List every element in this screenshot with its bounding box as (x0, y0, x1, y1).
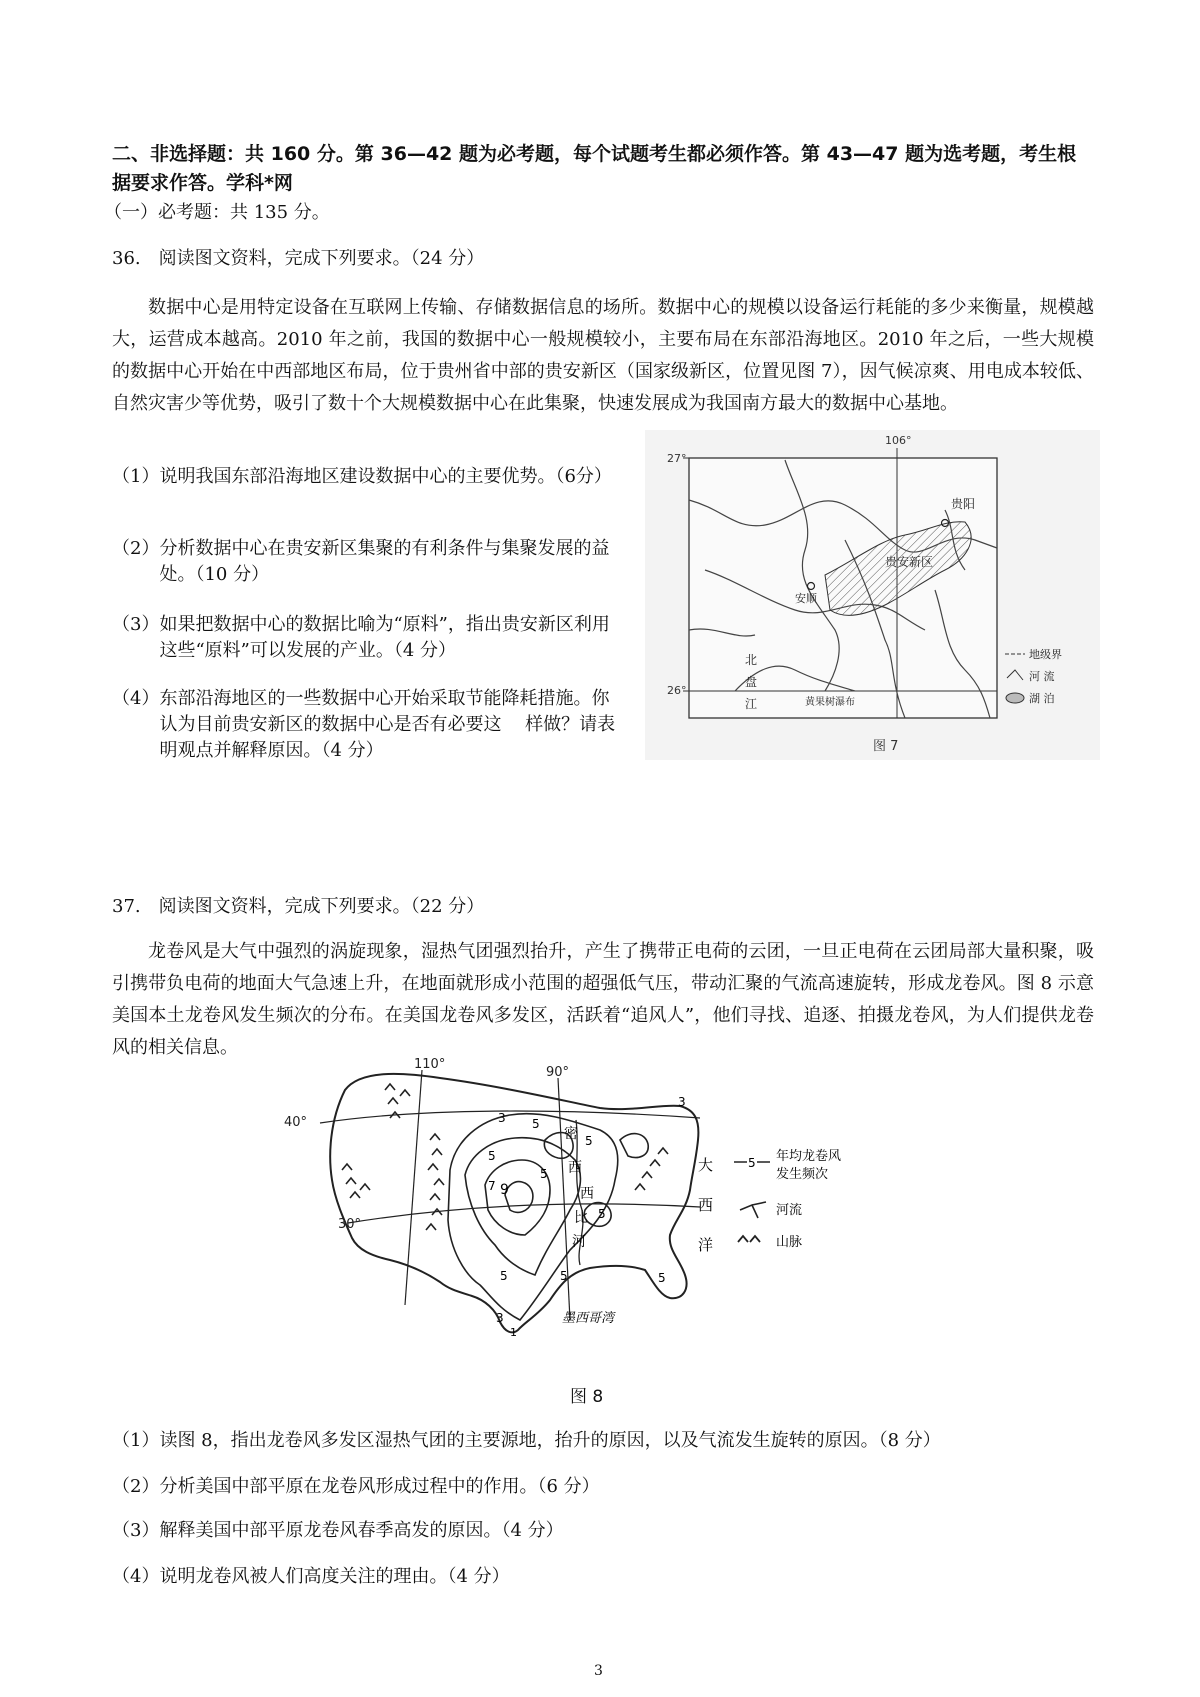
legend-boundary: 地级界 (1029, 648, 1062, 661)
figure-8-map (284, 1057, 860, 1360)
figure-7-caption: 图 7 (873, 739, 899, 754)
river-char: 密 (564, 1126, 578, 1142)
q37-sub-4 (112, 1564, 1102, 1590)
q36-passage: 数据中心是用特定设备在互联网上传输、存储数据信息的场所。数据中心的规模以设备运行耗能的多少来衡量，规模越大，运营成本越高。2010 年之前，我国的数据中心一般规模较小，主要布局在东部沿海地区。2010 年之后，一些大规模的数据中心开始在中西部地区布局，位于贵州省中部的贵安新区（国家级新区，位置见图 7），因气候凉爽、用电成本较低、自然灾害少等优势，吸引了数十个大规模数据中心在此集聚，快速发展成为我国南方最大的数据中心基地。 (112, 297, 1094, 414)
q37-sub-2 (112, 1474, 1102, 1500)
contour-value: 5 (598, 1207, 606, 1221)
river-char: 河 (572, 1234, 586, 1250)
contour-value: 5 (540, 1167, 548, 1181)
ocean-char: 西 (698, 1196, 714, 1214)
contour-value: 3 (496, 1311, 504, 1325)
legend-mountain-symbol (738, 1236, 760, 1242)
legend-lake: 湖 泊 (1029, 692, 1055, 705)
river-char-3: 江 (745, 697, 758, 711)
required-note: （一）必考题：共 135 分。 (104, 202, 330, 223)
q36-sub-1 (112, 464, 617, 490)
river-char: 西 (580, 1186, 594, 1202)
lon-label-90: 90° (546, 1065, 570, 1080)
waterfall-label: 黄果树瀑布 (805, 697, 855, 708)
river-char-1: 北 (745, 653, 758, 667)
q37-passage: 龙卷风是大气中强烈的涡旋现象，湿热气团强烈抬升，产生了携带正电荷的云团，一旦正电荷在云团局部大量积聚，吸引携带负电荷的地面大气急速上升，在地面就形成小范围的超强低气压，带动汇聚的气流高速旋转，形成龙卷风。图 8 示意美国本土龙卷风发生频次的分布。在美国龙卷风多发区，活跃着“追风人”，他们寻找、追逐、拍摄龙卷风，为人们提供龙卷风的相关信息。 (112, 941, 1094, 1058)
sub-text: 解释美国中部平原龙卷风春季高发的原因。（4 分） (159, 1520, 564, 1541)
legend-river: 河 流 (1029, 670, 1055, 683)
q36-sub-2 (112, 536, 617, 588)
figure-8-legend (734, 1148, 841, 1250)
contour-value: 5 (560, 1269, 568, 1283)
lon-label-110: 110° (414, 1057, 446, 1072)
contour-value: 3 (678, 1095, 686, 1109)
q37-sub-1 (112, 1428, 1102, 1454)
lat-label-bottom: 26° (667, 684, 687, 697)
ocean-char: 大 (698, 1156, 714, 1174)
q36-sub-4 (112, 686, 617, 764)
river-char-2: 盘 (745, 675, 758, 689)
river-char: 比 (574, 1210, 588, 1226)
contour-value: 1 (510, 1326, 517, 1339)
sub-text: 东部沿海地区的一些数据中心开始采取节能降耗措施。你认为目前贵安新区的数据中心是否有必要这 样做？请表明观点并解释原因。（4 分） (159, 688, 616, 761)
section-title: 二、非选择题：共 160 分。第 36—42 题为必考题，每个试题考生都必须作答。第 43—47 题为选考题，考生根据要求作答。学科*网 (112, 143, 1077, 194)
figure-7-map (645, 430, 1100, 760)
sub-text: 说明龙卷风被人们高度关注的理由。（4 分） (159, 1566, 510, 1587)
lon-label: 106° (885, 434, 912, 447)
svg-text:年均龙卷风: 年均龙卷风 (776, 1149, 842, 1164)
us-outline (330, 1074, 698, 1333)
sub-text: 分析数据中心在贵安新区集聚的有利条件与集聚发展的益处。（10 分） (159, 538, 610, 585)
legend-river-symbol (740, 1202, 766, 1218)
lat-label-top: 27° (667, 452, 687, 465)
legend-lake-symbol (1006, 693, 1024, 703)
gulf-label: 墨西哥湾 (562, 1311, 615, 1326)
sub-text: 如果把数据中心的数据比喻为“原料”，指出贵安新区利用这些“原料”可以发展的产业。（4 分） (159, 614, 610, 661)
contour-value: 5 (488, 1149, 496, 1163)
zone-label: 贵安新区 (885, 555, 934, 569)
ocean-char: 洋 (698, 1236, 714, 1254)
contour-value: 5 (585, 1134, 593, 1148)
legend-mountain: 山脉 (776, 1235, 803, 1250)
contour-value: 5 (658, 1271, 666, 1285)
sub-number: （1） (112, 1430, 160, 1451)
sub-number: （3） (112, 1520, 160, 1541)
sub-number: （2） (112, 538, 160, 559)
contour-value: 7 (488, 1179, 496, 1193)
figure-8-caption: 图 8 (570, 1387, 604, 1407)
q37-header: 37. 阅读图文资料，完成下列要求。（22 分） (112, 896, 485, 917)
svg-text:发生频次: 发生频次 (776, 1167, 829, 1182)
q36-header: 36. 阅读图文资料，完成下列要求。（24 分） (112, 248, 485, 269)
sub-text: 分析美国中部平原在龙卷风形成过程中的作用。（6 分） (159, 1476, 600, 1497)
sub-number: （4） (112, 1566, 160, 1587)
city-anshun: 安顺 (795, 592, 817, 605)
lat-label-30: 30° (338, 1217, 362, 1232)
city-guiyang: 贵阳 (951, 497, 976, 511)
contour-value: 3 (498, 1111, 506, 1125)
lat-label-40: 40° (284, 1115, 308, 1130)
q36-sub-3 (112, 612, 617, 664)
page-number: 3 (594, 1663, 603, 1679)
river-char: 西 (568, 1160, 582, 1176)
legend-contour-value: 5 (748, 1156, 756, 1170)
sub-number: （3） (112, 614, 160, 635)
sub-number: （4） (112, 688, 160, 709)
sub-number: （1） (112, 466, 160, 487)
contour-value: 5 (532, 1117, 540, 1131)
sub-number: （2） (112, 1476, 160, 1497)
sub-text: 说明我国东部沿海地区建设数据中心的主要优势。（6分） (159, 466, 612, 487)
contour-value: 5 (500, 1269, 508, 1283)
contour-value: 9 (500, 1182, 509, 1198)
sub-text: 读图 8，指出龙卷风多发区湿热气团的主要源地，抬升的原因，以及气流发生旋转的原因。（8 分） (159, 1430, 941, 1451)
legend-river: 河流 (776, 1203, 803, 1218)
q37-sub-3 (112, 1518, 1102, 1544)
